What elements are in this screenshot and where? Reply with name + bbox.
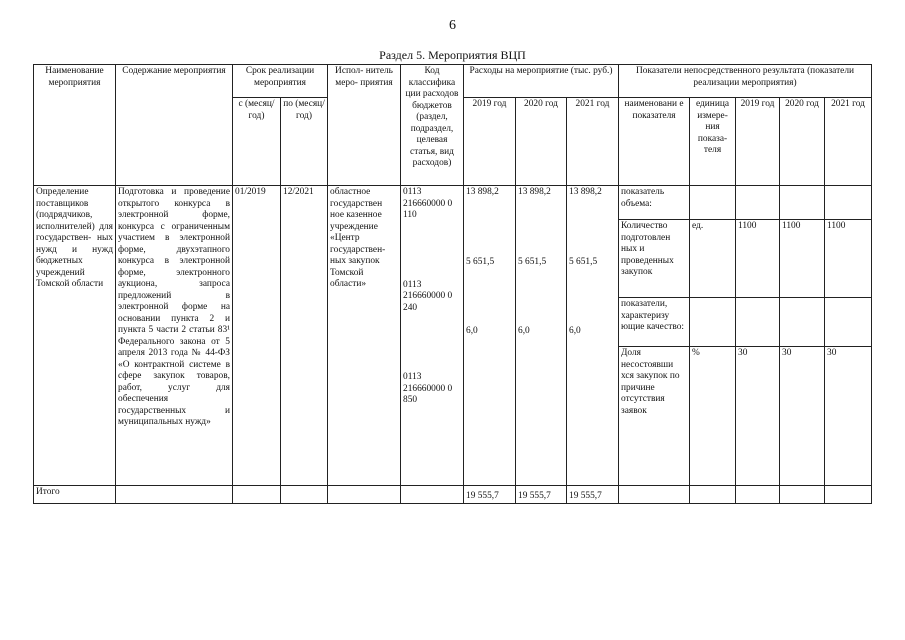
header-expenses: Расходы на мероприятие (тыс. руб.) <box>464 65 619 98</box>
total-empty-executor <box>328 486 401 504</box>
exp-2019-850: 6,0 <box>466 326 478 336</box>
header-res-2020: 2020 год <box>780 98 825 186</box>
total-empty-r2020 <box>780 486 825 504</box>
exp-2021-850: 6,0 <box>569 326 581 336</box>
activities-table <box>33 64 872 504</box>
code-240: 0113 216660000 0 240 <box>403 279 453 313</box>
total-2021: 19 555,7 <box>567 486 619 504</box>
section-title: Раздел 5. Мероприятия ВЦП <box>379 48 526 62</box>
header-term: Срок реализации мероприятия <box>233 65 328 98</box>
indicator-volume-2020 <box>780 186 825 220</box>
header-exp-2021: 2021 год <box>567 98 619 186</box>
indicator-failed-unit: % <box>690 347 736 486</box>
total-label: Итого <box>34 486 116 504</box>
exp-2020-110: 13 898,2 <box>518 187 551 197</box>
exp-2020-850: 6,0 <box>518 326 530 336</box>
exp-2020-cell <box>516 186 567 486</box>
total-empty-r2019 <box>736 486 780 504</box>
indicator-quality-2020 <box>780 298 825 347</box>
total-empty-r2021 <box>825 486 872 504</box>
indicator-quality-2019 <box>736 298 780 347</box>
indicator-purchases-2021: 1100 <box>825 220 872 298</box>
header-exp-2020: 2020 год <box>516 98 567 186</box>
total-2020: 19 555,7 <box>516 486 567 504</box>
indicator-volume-2021 <box>825 186 872 220</box>
header-exp-2019: 2019 год <box>464 98 516 186</box>
header-name: Наименование мероприятия <box>34 65 116 186</box>
exp-2020-240: 5 651,5 <box>518 256 547 267</box>
total-empty-from <box>233 486 281 504</box>
term-to-value: 12/2021 <box>281 186 328 486</box>
header-res-2019: 2019 год <box>736 98 780 186</box>
header-indicator-name: наименовани е показателя <box>619 98 690 186</box>
header-unit: единица измере- ния показа- теля <box>690 98 736 186</box>
header-term-from: с (месяц/ год) <box>233 98 281 186</box>
indicator-quality-unit <box>690 298 736 347</box>
indicator-volume-label: показатель объема: <box>619 186 690 220</box>
indicator-failed-name: Доля несостоявши хся закупок по причине отсутствия заявок <box>619 347 690 486</box>
indicator-purchases-unit: ед. <box>690 220 736 298</box>
total-empty-content <box>116 486 233 504</box>
indicator-failed-2019: 30 <box>736 347 780 486</box>
indicator-purchases-2020: 1100 <box>780 220 825 298</box>
header-executor: Испол- нитель меро- приятия <box>328 65 401 186</box>
indicator-failed-2021: 30 <box>825 347 872 486</box>
indicator-quality-label: показатели, характеризу ющие качество: <box>619 298 690 347</box>
executor-value: областное государствен ное казенное учреждение «Центр государствен- ных закупок Томской области» <box>328 186 401 486</box>
header-res-2021: 2021 год <box>825 98 872 186</box>
code-110: 0113 216660000 0 110 <box>403 187 453 220</box>
total-empty-unit <box>690 486 736 504</box>
total-2019: 19 555,7 <box>464 486 516 504</box>
exp-2019-110: 13 898,2 <box>466 187 499 197</box>
header-term-to: по (месяц/ год) <box>281 98 328 186</box>
total-empty-ind <box>619 486 690 504</box>
indicator-purchases-name: Количество подготовлен ных и проведенных закупок <box>619 220 690 298</box>
page-number: 6 <box>449 18 456 33</box>
exp-2019-cell <box>464 186 516 486</box>
header-results: Показатели непосредственного результата (показатели реализации мероприятия) <box>619 65 872 98</box>
exp-2021-110: 13 898,2 <box>569 187 602 197</box>
total-empty-code <box>401 486 464 504</box>
header-content: Содержание мероприятия <box>116 65 233 186</box>
header-code: Код классифика ции расходов бюджетов (раздел, подраздел, целевая статья, вид расходов) <box>401 65 464 186</box>
total-empty-to <box>281 486 328 504</box>
indicator-failed-2020: 30 <box>780 347 825 486</box>
code-850: 0113 216660000 0 850 <box>403 372 453 405</box>
indicator-quality-2021 <box>825 298 872 347</box>
indicator-volume-2019 <box>736 186 780 220</box>
exp-2021-240: 5 651,5 <box>569 256 598 267</box>
activity-content: Подготовка и проведение открытого конкурса в электронной форме, конкурса с ограниченным участием в электронной форме, двухэтапного конкурса в электронной форме, электронного аукциона, запроса предложений в электронной форме на основании пункта 2 и пункта 5 части 2 статьи 83¹ Федерального закона от 5 апреля 2013 года № 44-ФЗ «О контрактной системе в сфере закупок товаров, работ, услуг для обеспечения государственных и муниципальных нужд» <box>116 186 233 486</box>
exp-2021-cell <box>567 186 619 486</box>
codes-cell <box>401 186 464 486</box>
indicator-purchases-2019: 1100 <box>736 220 780 298</box>
indicator-volume-unit <box>690 186 736 220</box>
term-from-value: 01/2019 <box>233 186 281 486</box>
activity-name: Определение поставщиков (подрядчиков, исполнителей) для государствен- ных нужд и нужд бюджетных учреждений Томской области <box>34 186 116 486</box>
exp-2019-240: 5 651,5 <box>466 256 495 267</box>
